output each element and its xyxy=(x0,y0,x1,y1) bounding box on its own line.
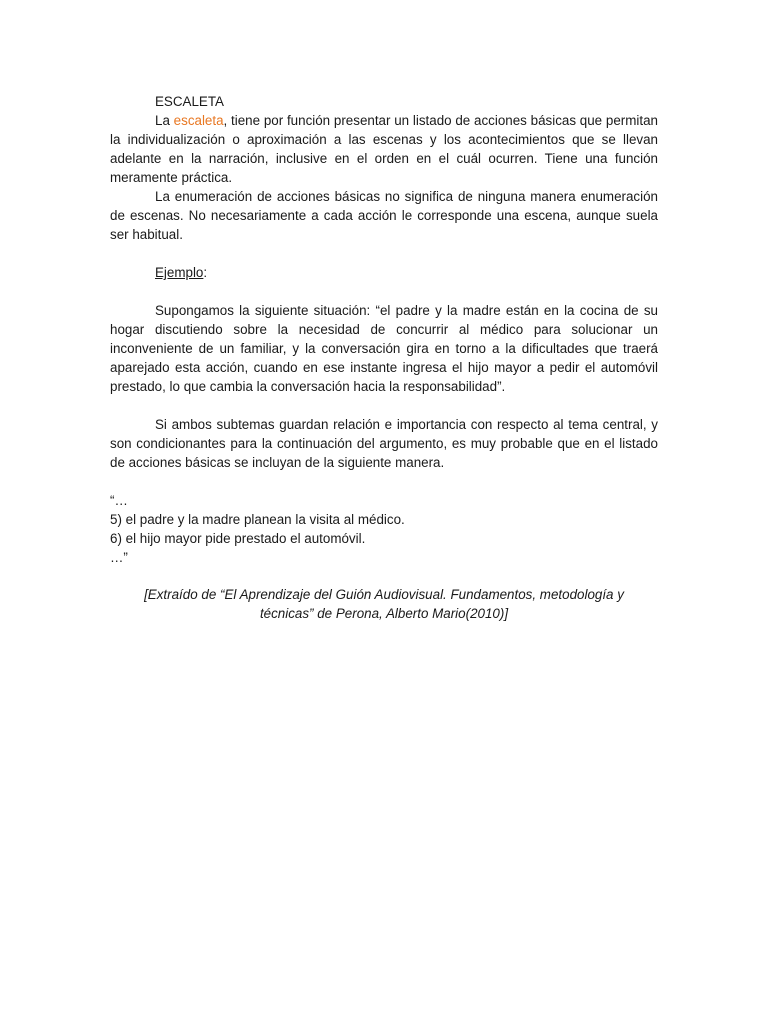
source-citation: [Extraído de “El Aprendizaje del Guión Audiovisual. Fundamentos, metodología y técnicas” de Perona, Alberto Mario(2010)] xyxy=(144,587,624,621)
list-item: 6) el hijo mayor pide prestado el automóvil. xyxy=(110,531,366,546)
spacer xyxy=(110,244,658,263)
situation-paragraph: Supongamos la siguiente situación: “el padre y la madre están en la cocina de su hogar discutiendo sobre la necesidad de concurrir al médico para solucionar un inconveniente de un familiar, y la conversación gira en torno a la dificultades que traerá aparejado esta acción, cuando en ese instante ingresa el hijo mayor a pedir el automóvil prestado, lo que cambia la conversación hacia la responsabilidad”. xyxy=(110,303,658,394)
example-label: Ejemplo xyxy=(155,265,204,280)
example-colon: : xyxy=(203,265,208,280)
document-page xyxy=(110,92,658,636)
intro-lead: La xyxy=(155,113,174,128)
action-list xyxy=(110,491,658,567)
document-heading: ESCALETA xyxy=(155,94,224,109)
escaleta-keyword: escaleta xyxy=(173,113,224,128)
paragraph-enumeration: La enumeración de acciones básicas no significa de ninguna manera enumeración de escenas. No necesariamente a cada acción le corresponde una escena, aunque suela ser habitual. xyxy=(110,189,658,242)
subtopics-paragraph: Si ambos subtemas guardan relación e importancia con respecto al tema central, y son condicionantes para la continuación del argumento, es muy probable que en el listado de acciones básicas se incluyan de la siguiente manera. xyxy=(110,417,658,470)
spacer xyxy=(110,472,658,491)
list-open-quote: “… xyxy=(110,493,128,508)
example-heading xyxy=(110,263,658,282)
intro-rest: , tiene por función presentar un listado de acciones básicas que permitan la individualización o aproximación a las escenas y los acontecimientos que se llevan adelante en la narración, inclusive en el orden en el cuál ocurren. Tiene una función meramente práctica. xyxy=(110,113,658,185)
list-item: 5) el padre y la madre planean la visita al médico. xyxy=(110,512,405,527)
list-close-quote: …” xyxy=(110,550,128,565)
spacer xyxy=(110,282,658,301)
intro-paragraph xyxy=(110,111,658,187)
spacer xyxy=(110,396,658,415)
